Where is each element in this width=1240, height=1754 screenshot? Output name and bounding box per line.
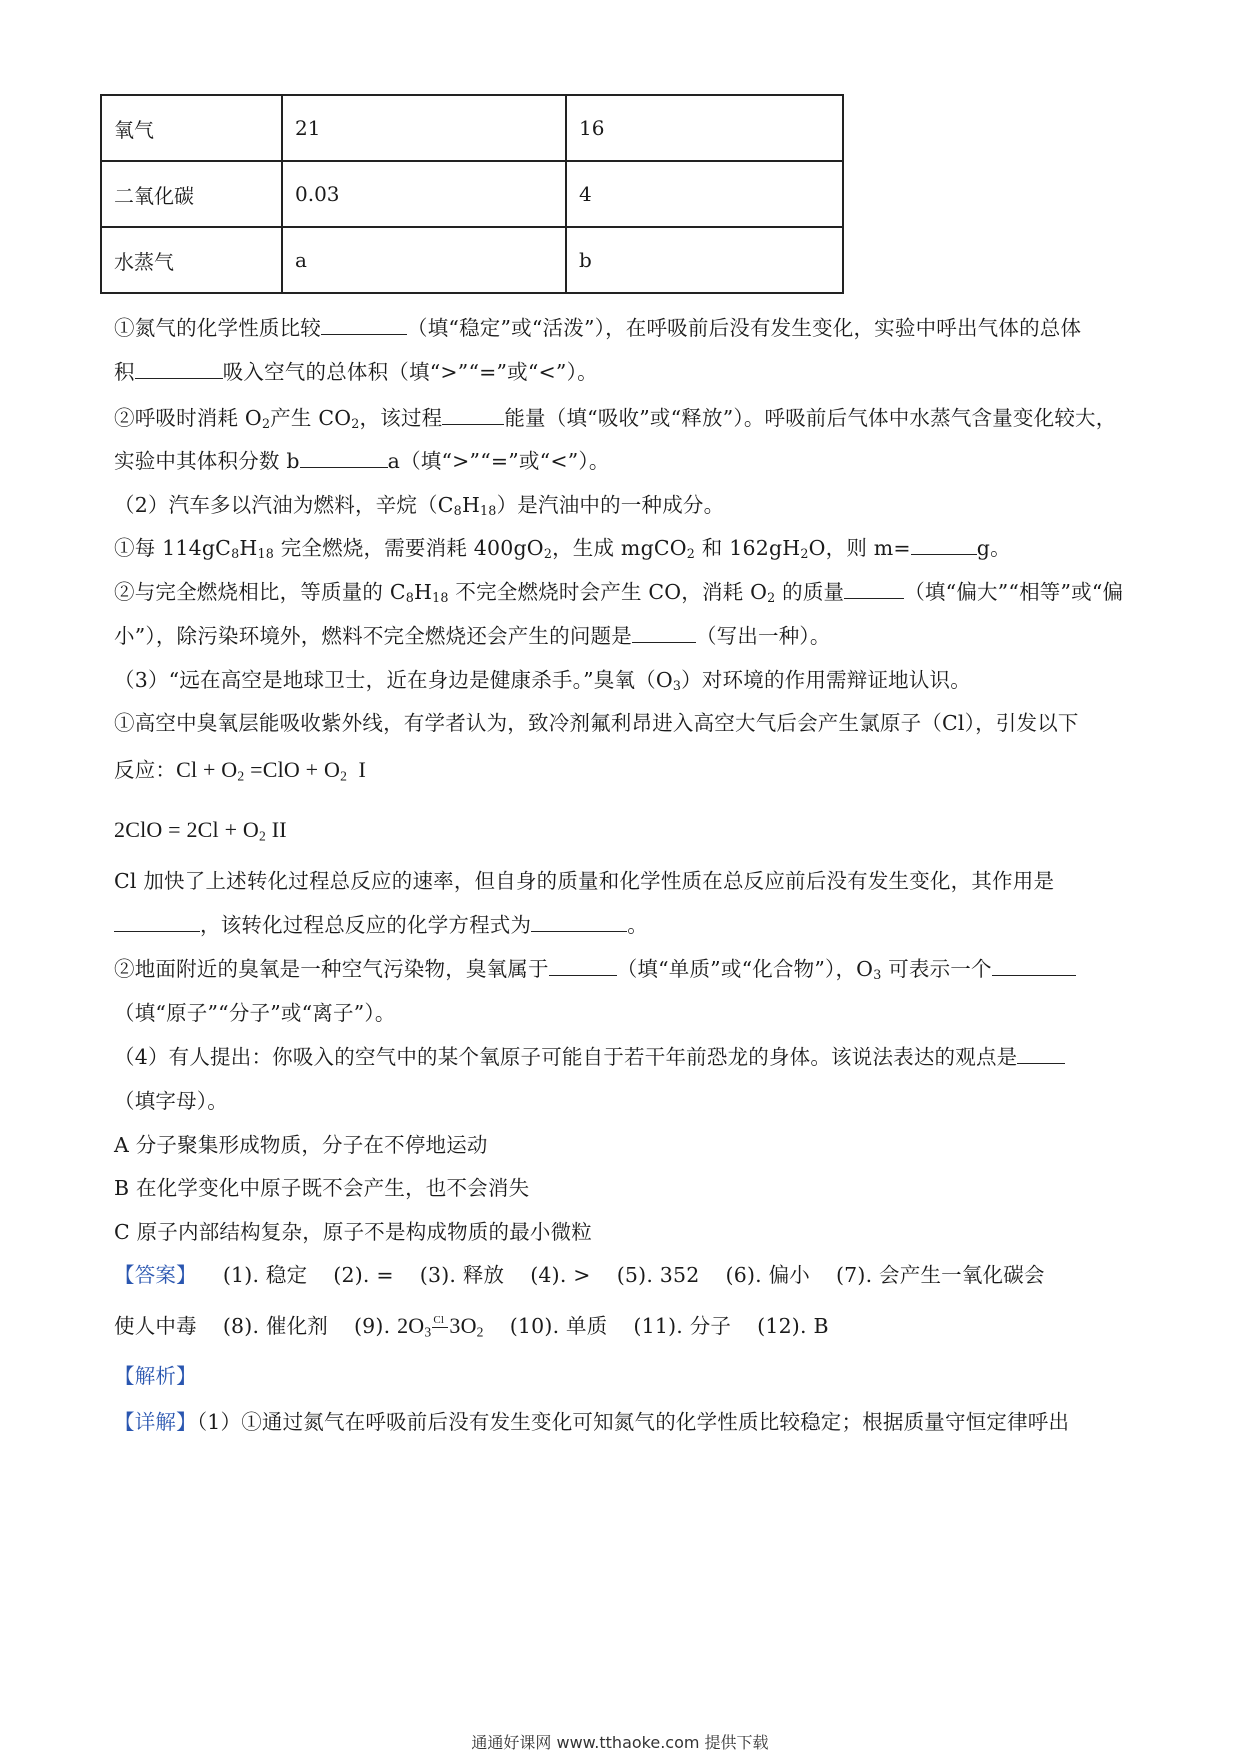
answer-blank[interactable]: [844, 578, 904, 599]
q1-line1: ①氮气的化学性质比较 （填“稳定”或“活泼”），在呼吸前后没有发生变化，实验中呼出气体的总体: [114, 316, 1082, 340]
table-cell-gas: 水蒸气: [101, 227, 282, 293]
table-row: [101, 161, 843, 227]
table-cell-exhaled: b: [566, 227, 843, 293]
table-cell-inhaled: 21: [282, 95, 566, 161]
answer-blank[interactable]: [321, 314, 407, 335]
detail-line: 【详解】（1）①通过氮气在呼吸前后没有发生变化可知氮气的化学性质比较稳定；根据质量守恒定律呼出: [114, 1410, 1070, 1434]
q2-line2: ①每 $114gC_8H_{18}$ 完全燃烧，需要消耗 $400gO_2$，生成 mgCO$_2$ 和 $162gH_2O$，则 m= g。: [114, 536, 1011, 562]
option-c: C 原子内部结构复杂，原子不是构成物质的最小微粒: [114, 1220, 593, 1244]
option-a: A 分子聚集形成物质，分子在不停地运动: [114, 1133, 488, 1157]
q4-line1: （4）有人提出：你吸入的空气中的某个氧原子可能自于若干年前恐龙的身体。该说法表达的观点是: [114, 1042, 1065, 1072]
answer-blank[interactable]: [114, 911, 200, 932]
q3-line6: （填“原子”“分子”或“离子”）。: [114, 1001, 396, 1025]
q3-line4: ，该转化过程总反应的化学方程式为 。: [114, 910, 648, 940]
table-row: [101, 227, 843, 293]
q3-line1: （3）“远在高空是地球卫士，近在身边是健康杀手。”臭氧$(O_3)$对环境的作用需辩证地认识。: [114, 668, 971, 694]
table-cell-inhaled: a: [282, 227, 566, 293]
answer-blank[interactable]: [1017, 1043, 1065, 1064]
analysis-heading: 【解析】: [114, 1364, 197, 1388]
q1-line2: 积 吸入空气的总体积（填“>”“=”或“<”）。: [114, 360, 598, 384]
reaction-i: 反应：$Cl + O_2 =ClO + O_2$ I: [114, 757, 367, 784]
answer-blank[interactable]: [442, 404, 504, 425]
answer-blank[interactable]: [632, 622, 696, 643]
table-cell-exhaled: 16: [566, 95, 843, 161]
answer-line1: 【答案】 (1). 稳定 (2). = (3). 释放 (4). > (5). 352 (6). 偏小 (7). 会产生一氧化碳会: [114, 1263, 1045, 1287]
table-cell-gas: 氧气: [101, 95, 282, 161]
page-footer: 通通好课网 www.tthaoke.com 提供下载: [471, 1733, 769, 1752]
option-b: B 在化学变化中原子既不会产生，也不会消失: [114, 1176, 530, 1200]
answer-blank[interactable]: [911, 534, 977, 555]
answer-blank[interactable]: [300, 447, 388, 468]
q3-line3: Cl 加快了上述转化过程总反应的速率，但自身的质量和化学性质在总反应前后没有发生变化，其作用是: [114, 869, 1055, 893]
table-row: [101, 95, 843, 161]
answer-blank[interactable]: [992, 955, 1076, 976]
q3-line5: ②地面附近的臭氧是一种空气污染物，臭氧属于 （填“单质”或“化合物”），$O_3$ 可表示一个: [114, 954, 1076, 990]
q2-line3: ②与完全燃烧相比，等质量的 $C_8H_{18}$ 不完全燃烧时会产生 CO，消耗 $O_2$ 的质量 （填“偏大”“相等”或“偏: [114, 580, 1124, 606]
reaction-ii: $2ClO = 2Cl + O_2$ II: [114, 817, 287, 844]
answer-line2: 使人中毒 (8). 催化剂 (9). $2O_3$ Cl $3O_2$ (10). 单质 (11). 分子 (12). B: [114, 1313, 829, 1340]
table-cell-exhaled: 4: [566, 161, 843, 227]
table-cell-inhaled: 0.03: [282, 161, 566, 227]
q1-line3: ②呼吸时消耗 $O_2$产生 $CO_2$，该过程 能量（填“吸收”或“释放”）。呼吸前后气体中水蒸气含量变化较大，: [114, 406, 1117, 432]
q3-line2: ①高空中臭氧层能吸收紫外线，有学者认为，致冷剂氟利昂进入高空大气后会产生氯原子（Cl），引发以下: [114, 711, 1079, 735]
answer-blank[interactable]: [531, 911, 627, 932]
answer-9-equation: $2O_3$ Cl $3O_2$: [397, 1313, 484, 1340]
answer-blank[interactable]: [549, 955, 617, 976]
q2-line1: （2）汽车多以汽油为燃料，辛烷$(C_8H_{18})$是汽油中的一种成分。: [114, 493, 725, 519]
gas-composition-table: [100, 94, 844, 294]
q4-line2: （填字母）。: [114, 1089, 228, 1113]
answer-tag: 【答案】: [114, 1263, 197, 1287]
table-cell-gas: 二氧化碳: [101, 161, 282, 227]
answer-blank[interactable]: [135, 358, 223, 379]
q1-line4: 实验中其体积分数 b a（填“>”“=”或“<”）。: [114, 449, 610, 473]
q2-line4: 小”），除污染环境外，燃料不完全燃烧还会产生的问题是 （写出一种）。: [114, 624, 831, 648]
